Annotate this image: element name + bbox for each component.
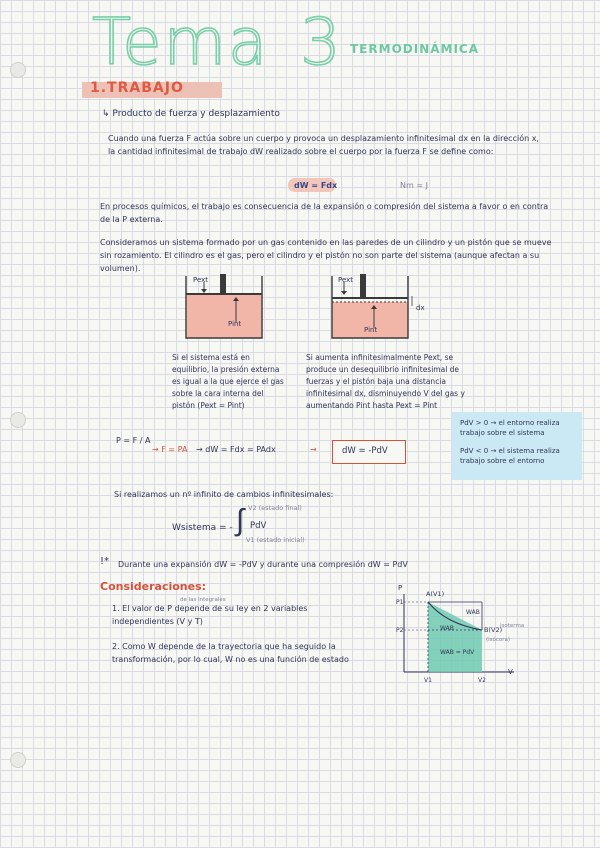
- sign-convention-negative: PdV < 0 → el sistema realiza trabajo sobre el entorno: [460, 447, 560, 465]
- section-subtitle: [102, 108, 280, 121]
- paragraph-work-definition: Cuando una fuerza F actúa sobre un cuerpo y provoca un desplazamiento infinitesimal dx en la dirección x, la cantidad infinitesimal de trabajo dW realizado sobre el cuerpo por la fuerza F se define como:: [108, 134, 539, 156]
- binder-hole-middle: [10, 412, 26, 428]
- derivation-step-1: → F = PA: [152, 445, 188, 454]
- right-dx-label: dx: [416, 304, 425, 312]
- pressure-equation-text: P = F / A: [116, 436, 151, 445]
- considerations-small-note: de las integrales: [180, 597, 226, 603]
- pv-tick-v2: V2: [478, 677, 486, 684]
- binder-hole-bottom: [10, 752, 26, 768]
- gas-fill: [186, 294, 262, 338]
- page-subject: TERMODINÁMICA: [350, 42, 480, 56]
- pressure-equation: [116, 436, 150, 446]
- pext-arrow-head: [201, 289, 207, 293]
- integral-sign: ∫: [236, 503, 245, 538]
- pv-work-label-upper: WAB: [466, 609, 480, 616]
- pv-work-label-mid: WAB: [440, 625, 454, 632]
- note-icon: !*: [100, 556, 110, 567]
- pv-isochoric-annotation: (isócora): [486, 637, 511, 643]
- boxed-formula-text: dW = -PdV: [342, 446, 388, 456]
- pv-tick-v1: V1: [424, 677, 432, 684]
- page-title: Tema: [92, 6, 270, 80]
- units-note: Nm = J: [400, 181, 428, 190]
- arrow-icon: →: [310, 445, 317, 454]
- considerations-title: Consideraciones:: [100, 580, 207, 593]
- integral-integrand: PdV: [250, 521, 267, 531]
- page-title-number: 3: [300, 6, 341, 80]
- pv-y-label: P: [398, 584, 403, 592]
- binder-hole-top: [10, 62, 26, 78]
- pv-tick-p1: P1: [396, 599, 404, 606]
- integral-intro: Si realizamos un nº infinito de cambios infinitesimales:: [114, 490, 334, 499]
- paragraph-system-description: Consideramos un sistema formado por un gas contenido en las paredes de un cilindro y un pistón que se mueve sin rozamiento. El cilindro es el gas, pero el cilindro y el pistón no son parte del sistema (aunque afectan a su volumen).: [100, 238, 552, 273]
- arrow-icon: ↳: [102, 109, 110, 119]
- consideration-item-2: 2. Como W depende de la trayectoria que ha seguido la transformación, por lo cual, W no es una función de estado: [112, 642, 349, 664]
- integral-upper-limit: V2 (estado final): [248, 504, 302, 512]
- pv-x-label: V: [508, 668, 513, 676]
- pv-point-b: B(V2): [484, 626, 503, 634]
- derivation-step-2: → dW = Fdx = PAdx: [196, 445, 276, 454]
- pv-tick-p2: P2: [396, 627, 404, 634]
- piston-rod: [360, 274, 366, 298]
- pext-arrow-head: [341, 291, 347, 295]
- caption-equilibrium: Si el sistema está en equilibrio, la presión externa es igual a la que ejerce el gas sobre la cara interna del pistón (Pext = Pint): [172, 353, 284, 410]
- section-subtitle-text: Producto de fuerza y desplazamiento: [112, 109, 280, 119]
- right-pext-label: Pext: [338, 276, 354, 284]
- work-formula-text: dW = Fdx: [294, 181, 338, 190]
- pv-work-label-area: WAB = PdV: [440, 649, 475, 656]
- sign-convention-positive: PdV > 0 → el entorno realiza trabajo sobre el sistema: [460, 419, 560, 437]
- expansion-compression-note: Durante una expansión dW = -PdV y durante una compresión dW = PdV: [118, 560, 408, 569]
- section-title: 1.TRABAJO: [90, 80, 184, 96]
- paragraph-chemical-processes: En procesos químicos, el trabajo es consecuencia de la expansión o compresión del sistema a favor o en contra de la P externa.: [100, 202, 549, 224]
- piston-rod: [220, 274, 226, 294]
- consideration-item-1: 1. El valor de P depende de su ley en 2 variables independientes (V y T): [112, 604, 308, 626]
- integral-lhs: Wsistema = -: [172, 523, 233, 533]
- integral-lower-limit: V1 (estado inicial): [246, 536, 305, 544]
- pv-isotherm-annotation: isoterma: [500, 623, 525, 629]
- right-pint-label: Pint: [364, 326, 378, 334]
- left-pext-label: Pext: [193, 276, 209, 284]
- caption-compression: Si aumenta infinitesimalmente Pext, se produce un desequilibrio infinitesimal de fuerzas y el pistón baja una distancia infinitesimal dx, disminuyendo V del gas y aumentando Pint hasta Pext = Pint: [306, 353, 465, 410]
- left-pint-label: Pint: [228, 320, 242, 328]
- pv-point-a: A(V1): [426, 590, 445, 598]
